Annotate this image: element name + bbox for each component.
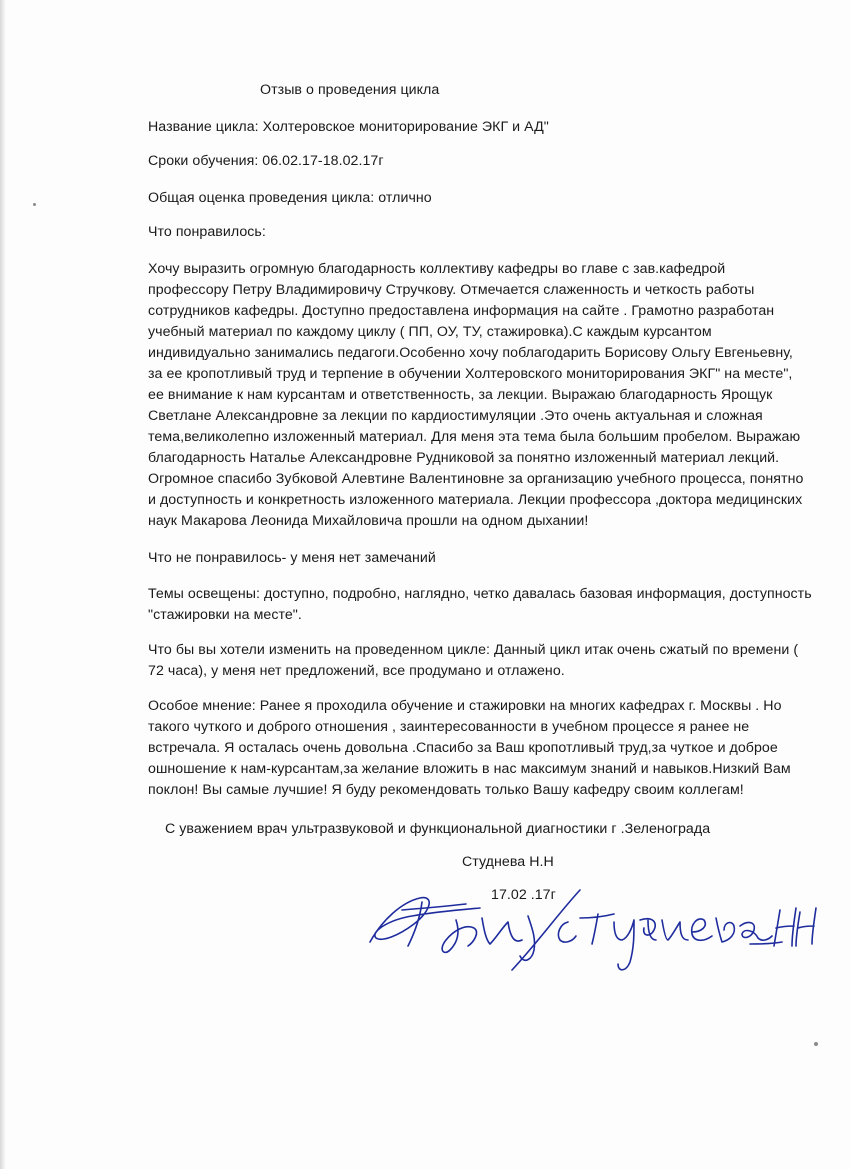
paragraph-line: поклон! Вы самые лучшие! Я буду рекомендовать только Вашу кафедру своим коллегам! bbox=[148, 782, 744, 798]
paragraph-line: и доступность и конкретность изложенного материала. Лекции профессора ,доктора медицинских bbox=[148, 492, 803, 508]
paragraph-line: такого чуткого и доброго отношения , заинтересованности в учебном процессе я ранее не bbox=[148, 719, 750, 735]
paragraph-line: Что бы вы хотели изменить на проведенном цикле: Данный цикл итак очень сжатый по времени ( bbox=[148, 642, 799, 658]
cycle-name-line: Название цикла: Холтеровское мониторирование ЭКГ и АД" bbox=[148, 119, 549, 135]
paragraph-line: Темы освещены: доступно, подробно, наглядно, четко давалась базовая информация, доступность bbox=[148, 586, 812, 602]
paragraph-line: ее внимание к нам курсантам и ответственность, за лекции. Выражаю благодарность Ярощук bbox=[148, 387, 773, 403]
paragraph-line: сотрудников кафедры. Доступно предоставлена информация на сайте . Грамотно разработан bbox=[148, 303, 775, 319]
dates-line: Сроки обучения: 06.02.17-18.02.17г bbox=[148, 153, 384, 169]
paragraph-line: Особое мнение: Ранее я проходила обучение и стажировки на многих кафедрах г. Москвы . Но bbox=[148, 698, 782, 714]
paragraph-line: учебный материал по каждому циклу ( ПП, ОУ, ТУ, стажировка).С каждым курсантом bbox=[148, 324, 712, 340]
paragraph-line: тема,великолепно изложенный материал. Для меня эта тема была большим пробелом. Выражаю bbox=[148, 429, 801, 445]
paragraph-line: за ее кропотливый труд и терпение в обучении Холтеровского мониторирования ЭКГ" на месте", bbox=[148, 366, 793, 382]
paragraph-line: благодарность Наталье Александровне Рудниковой за понятно изложенный материал лекций. bbox=[148, 450, 780, 466]
paragraph-line: Огромное спасибо Зубковой Алевтине Валентиновне за организацию учебного процесса, понятно bbox=[148, 471, 804, 487]
handwritten-signature bbox=[362, 880, 822, 980]
paragraph-line: ошношение к нам-курсантам,за желание вложить в нас максимум знаний и навыков.Низкий Вам bbox=[148, 761, 791, 777]
paragraph-line: профессору Петру Владимировичу Стручкову. Отмечается слаженность и четкость работы bbox=[148, 282, 755, 298]
author-name: Студнева Н.Н bbox=[462, 854, 554, 870]
liked-heading: Что понравилось: bbox=[148, 224, 266, 240]
disliked-line: Что не понравилось- у меня нет замечаний bbox=[148, 550, 436, 566]
paragraph-line: наук Макарова Леонида Михайловича прошли на одном дыхании! bbox=[148, 513, 589, 529]
paragraph-line: "стажировки на месте". bbox=[148, 607, 302, 623]
paragraph-line: встречала. Я осталась очень довольна .Спасибо за Ваш кропотливый труд,за чуткое и доброе bbox=[148, 740, 778, 756]
paragraph-line: 72 часа), у меня нет предложений, все продумано и отлажено. bbox=[148, 663, 565, 679]
closing-line: С уважением врач ультразвуковой и функциональной диагностики г .Зеленограда bbox=[165, 821, 711, 837]
document-date: 17.02 .17г bbox=[491, 887, 556, 903]
rating-line: Общая оценка проведения цикла: отлично bbox=[148, 190, 432, 206]
paragraph-line: индивидуально занимались педагоги.Особенно хочу поблагодарить Борисову Ольгу Евгеньевну, bbox=[148, 345, 793, 361]
scan-edge-shadow bbox=[0, 0, 6, 1169]
scan-speck bbox=[33, 203, 36, 206]
paragraph-line: Хочу выразить огромную благодарность коллективу кафедры во главе с зав.кафедрой bbox=[148, 261, 726, 277]
paragraph-line: Светлане Александровне за лекции по кардиостимуляции .Это очень актуальная и сложная bbox=[148, 408, 763, 424]
scan-speck bbox=[814, 1042, 818, 1046]
document-title: Отзыв о проведения цикла bbox=[260, 82, 440, 98]
